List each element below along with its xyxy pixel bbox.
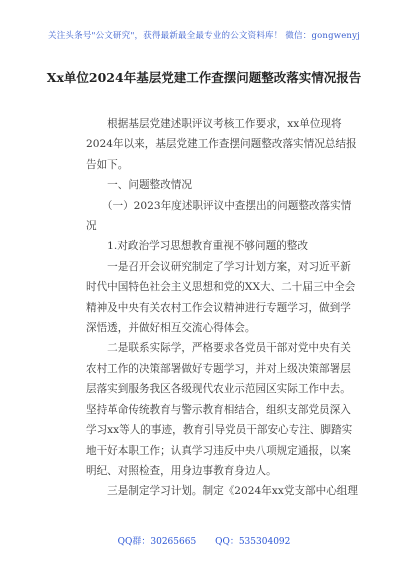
document-title: Xx单位2024年基层党建工作查摆问题整改落实情况报告 — [46, 70, 362, 85]
body-line: 深悟透，并做好相互交流心得体会。 — [86, 322, 256, 335]
subsection-heading: （一）2023年度述职评议中查摆出的问题整改落实情 — [86, 199, 352, 212]
body-line: 学习xx等人的事迹，教育引导党员干部安心专注、脚踏实 — [86, 424, 353, 437]
body-line: 层落实到服务我区各级现代农业示范园区实际工作中去。 — [86, 383, 351, 396]
footer-contact — [0, 534, 408, 547]
body-line: 农村工作的决策部署做好专题学习，并对上级决策部署层 — [86, 362, 351, 375]
item-heading: 1.对政治学习思想教育重视不够问题的整改 — [86, 240, 308, 253]
qq-group-number: QQ群：30265665 — [117, 537, 197, 547]
body-line: 二是联系实际学，严格要求各党员干部对党中央有关 — [86, 342, 351, 355]
body-line: 告如下。 — [86, 158, 129, 171]
top-banner: 关注头条号"公文研究"，获得最新最全最专业的公文资料库！ 微信：gongwenyj — [48, 31, 360, 41]
body-line: 精神及中央有关农村工作会议精神进行专题学习，做到学 — [86, 301, 351, 314]
body-line: 时代中国特色社会主义思想和党的XX大、二十届三中全会 — [86, 281, 356, 294]
qq-number: QQ：535304092 — [215, 537, 291, 547]
body-line: 一是召开会议研究制定了学习计划方案，对习近平新 — [86, 260, 351, 273]
subsection-heading-cont: 况 — [86, 220, 97, 233]
body-line: 明纪、对照检查，用身边事教育身边人。 — [86, 464, 277, 477]
body-line: 根据基层党建述职评议考核工作要求，xx单位现将 — [86, 118, 342, 130]
section-heading: 一、问题整改情况 — [86, 179, 192, 192]
body-line: 地干好本职工作；认真学习违反中央八项规定通报，以案 — [86, 444, 351, 457]
document-body — [86, 114, 358, 502]
body-line: 2024年以来，基层党建工作查摆问题整改落实情况总结报 — [86, 138, 357, 151]
body-line: 坚持革命传统教育与警示教育相结合，组织支部党员深入 — [86, 403, 351, 416]
body-line: 三是制定学习计划。制定《2024年xx党支部中心组理 — [86, 485, 358, 498]
